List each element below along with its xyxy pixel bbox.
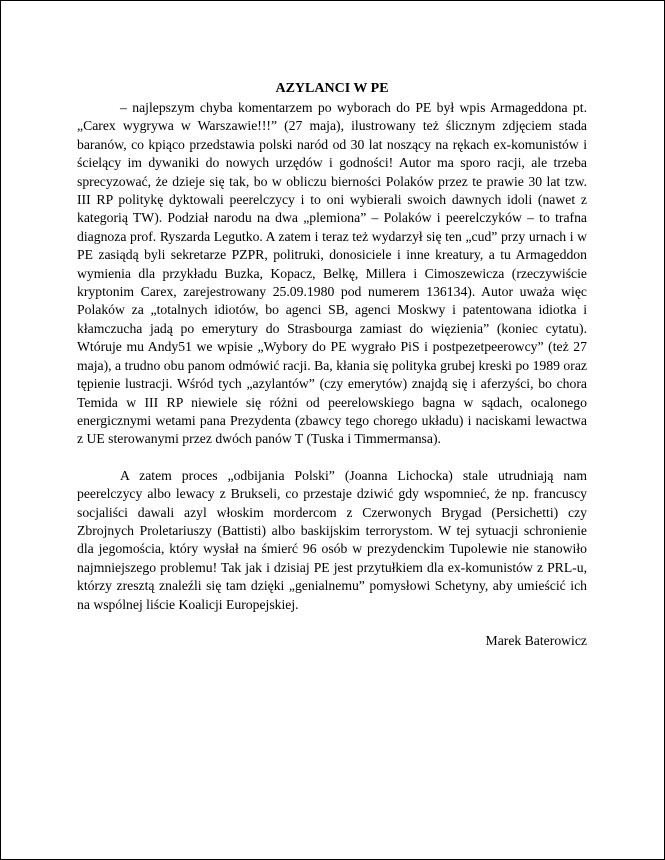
paragraph-2: A zatem proces „odbijania Polski” (Joanna Lichocka) stale utrudniają nam peerelczycy albo lewacy z Brukseli, co przestaje dziwić gdy wspomnieć, że np. francuscy socjaliści dawali azyl włoskim mordercom z Czerwonych Brygad (Persichetti) czy Zbrojnych Proletariuszy (Battisti) albo baskijskim terrorystom. W tej sytuacji schronienie dla jegomościa, który wysłał na śmierć 96 osób w prezydenckim Tupolewie nie stanowiło najmniejszego problemu! Tak jak i dzisiaj PE jest przytułkiem dla ex-komunistów z PRL-u, którzy zresztą znaleźli się tam dzięki „genialnemu” pomysłowi Schetyny, aby umieścić ich na wspólnej liście Koalicji Europejskiej. [77,467,587,612]
document-body [77,80,587,650]
author-signature: Marek Baterowicz [485,632,587,648]
paragraph-1: – najlepszym chyba komentarzem po wyborach do PE był wpis Armageddona pt. „Carex wygrywa w Warszawie!!!” (27 maja), ilustrowany też ślicznym zdjęciem stada baranów, co kpiąco przedstawia polski naród od 30 lat noszący na rękach ex-komunistów i ścielący im dywaniki do nowych urzędów i godności! Autor ma sporo racji, ale trzeba sprecyzować, że dzieje się tak, bo w obliczu bierności Polaków przez te prawie 30 lat tzw. III RP politykę dyktowali peerelczycy i to oni wybierali swoich dawnych idoli (nawet z kategorią TW). Podział narodu na dwa „plemiona” – Polaków i peerelczyków – to trafna diagnoza prof. Ryszarda Legutko. A zatem i teraz też wydarzył się ten „cud” przy urnach i w PE zasiądą byli sekretarze PZPR, politruki, donosiciele i inne kreatury, a tu Armageddon wymienia dla przykładu Buzka, Kopacz, Belkę, Millera i Cimoszewicza (rzeczywiście kryptonim Carex, zarejestrowany 25.09.1980 pod numerem 136134). Autor uważa więc Polaków za „totalnych idiotów, bo agenci SB, agenci Moskwy i patentowana idiotka i kłamczucha jadą po emerytury do Strasbourga zamiast do więzienia” (koniec cytatu). Wtóruje mu Andy51 we wpisie „Wybory do PE wygrało PiS i postpezetpeerowcy” (też 27 maja), a trudno obu panom odmówić racji. Ba, kłania się polityka grubej kreski po 1989 oraz tępienie lustracji. Wśród tych „azylantów” (czy emerytów) znajdą się i aferzyści, bo chora Temida w III RP niewiele się różni od peerelowskiego bagna w sądach, ocalonego energicznymi wetami pana Prezydenta (zbawcy tego chorego układu) i naciskami lewactwa z UE sterowanymi przez dwóch panów T (Tuska i Timmermansa). [77,100,587,447]
document-title: AZYLANCI W PE [275,81,389,96]
